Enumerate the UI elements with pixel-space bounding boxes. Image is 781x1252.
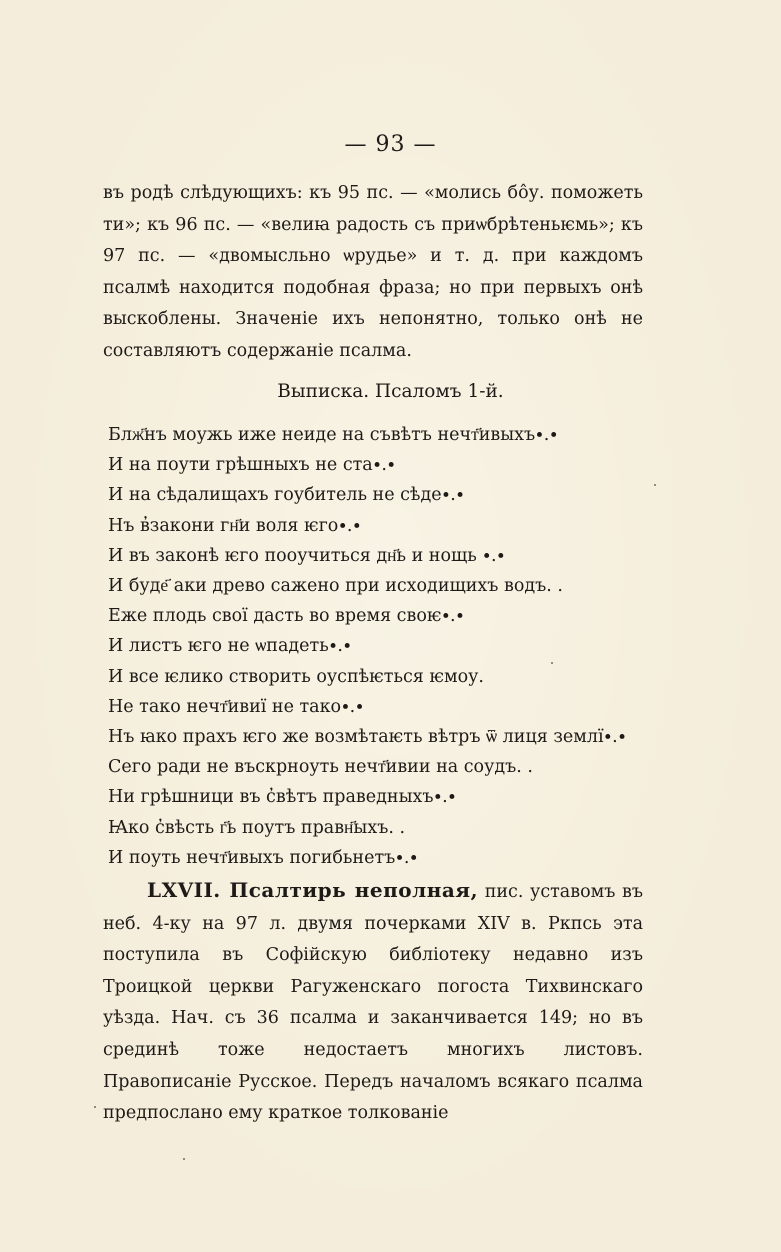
entry-lead: LXVII. Псалтирь неполная, [147,878,479,902]
psalm-line: Ни грѣшници въ с̓вѣтъ праведныхъ∙.∙ [108,787,457,808]
psalm-text [108,420,668,873]
entry-text [103,875,643,1130]
intro-paragraph [103,178,643,368]
entry-paragraph [103,875,643,1130]
psalm-line: Ꙗко с̓вѣсть г҃ь поутъ правн҃ыхъ. . [108,817,406,838]
intro-text: въ родѣ слѣдующихъ: къ 95 пс. — «молись бôу. поможеть ти»; къ 96 пс. — «велиꙗ радость съ приѡбрѣтеньѥмь»; къ 97 пс. — «двомысльно ѡрудье» и т. д. при каждомъ псалмѣ находится подобная фраза; но при первыхъ онѣ выскоблены. Значеніе ихъ непонятно, только онѣ не составляютъ содержаніе псалма. [103,183,643,361]
psalm-line: И въ законѣ ѥго пооучиться дн҃ь и нощь ∙.∙ [108,545,506,566]
section-heading: Выписка. Псаломъ 1-й. [277,381,504,402]
psalm-line: Не тако нечт҃ивиї не тако∙.∙ [108,696,364,717]
psalm-line: И буде҃ аки древо сажено при исходищихъ водъ. . [108,576,563,597]
psalm-line: Блж҃нъ моужь иже неиде на съвѣтъ нечт҃ивыхъ∙.∙ [108,425,558,445]
page-number: — 93 — [344,132,437,157]
entry-body: пис. уставомъ въ неб. 4-ку на 97 л. двумя почерками XIV в. Ркпсь эта поступила въ Софійскую библіотеку недавно изъ Троицкой церкви Рагуженскаго погоста Тихвинскаго уѣзда. Нач. съ 36 псалма и заканчивается 149; но въ срединѣ тоже недостаетъ многихъ листовъ. Правописаніе Русское. Передъ началомъ всякаго псалма предпослано ему краткое толкованіе [103,882,643,1124]
psalm-line: И на поути грѣшныхъ не ста∙.∙ [108,455,396,476]
psalm-line: И все ѥлико створить оуспѣѥться ѥмоу. [108,666,484,687]
paper-speck [654,484,656,486]
paper-speck [94,1106,96,1108]
paper-speck [183,1158,185,1160]
psalm-line: Еже плодь свої дасть во время своѥ∙.∙ [108,606,465,627]
psalm-line: Нъ ꙗко прахъ ѥго же возмѣтаѥть вѣтръ ѿ лиця землї∙.∙ [108,727,627,748]
psalm-line: И поуть нечт҃ивыхъ погибьнетъ∙.∙ [108,847,418,868]
psalm-line: И листъ ѥго не ѡпадеть∙.∙ [108,636,352,657]
psalm-line: Сего ради не въскрноуть нечт҃ивии на соудъ. . [108,757,533,778]
psalm-line: Нъ в̓закони гн҃и воля ѥго∙.∙ [108,515,362,536]
psalm-line: И на сѣдалищахъ гоубитель не сѣде∙.∙ [108,485,465,506]
paper-speck [551,662,553,664]
